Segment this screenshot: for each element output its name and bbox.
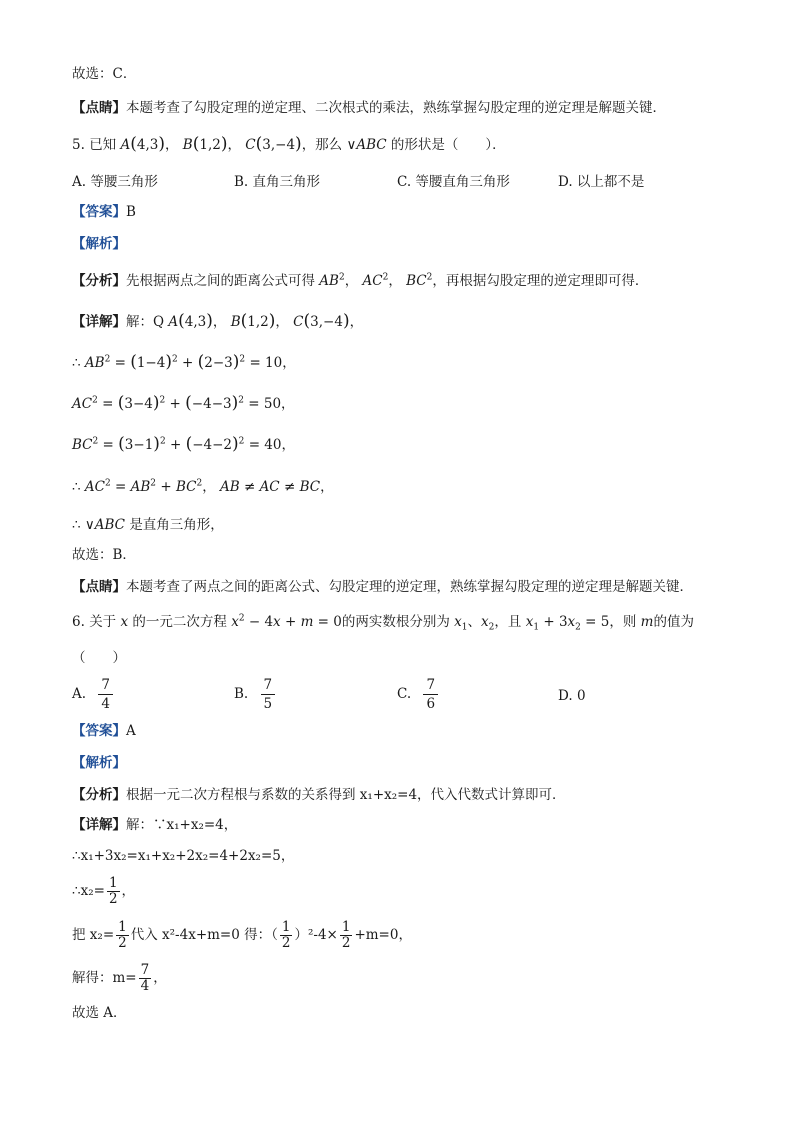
step3-text-a: ∴x₂= [72,883,105,899]
question-6-stem: 6. 关于 x 的一元二次方程 $x^2 - 4x + m = 0$的两实数根分别为 $x_1$、$x_2$，且 $x_1 + 3x_2 = 5$，则 m的值为 [72,613,694,633]
question-lead: 已知 [89,137,117,153]
step5-text-a: 解得：m= [72,970,137,986]
step4-text-a: 把 x₂= [72,927,115,943]
fenxi-text: 根据一元二次方程根与系数的关系得到 x₁+x₂=4，代入代数式计算即可． [126,787,566,803]
q5-xiangjie-line: 【详解】解：Q A(4,3)， B(1,2)， C(3,−4)， [72,311,364,331]
answer-tag: 【答案】 [72,723,126,739]
option-label: C. [397,686,412,702]
xiangjie-tag: 【详解】 [72,314,126,330]
question-number: 5. [72,137,85,153]
q6-step-5 [72,963,754,994]
q5-answer-line [72,202,754,222]
answer-value: A [126,723,136,739]
answer-tag: 【答案】 [72,204,126,220]
half-fraction: $\frac{1}{2}$ [341,919,351,951]
q5-eq-bc: $BC^2 = (3-1)^2 + (-4-2)^2 = 40$， [72,434,295,454]
q5-pick: 故选：B． [72,547,136,563]
dianjing-tag: 【点睛】 [72,100,126,116]
step3-text-b: ， [121,883,136,899]
option-label: D. [558,688,573,704]
xiangjie-text: 解：∵x₁+x₂=4， [126,817,238,833]
conclusion-text: 是直角三角形， [129,517,224,533]
question-5-stem: 5. 已知 A(4,3)， B(1,2)， C(3,−4)，那么 ∨ABC 的形状是（ ）． [72,134,506,154]
q6-text-f: 的值为 [653,614,694,630]
eq-bc-value: = 40， [248,437,295,453]
q5-option-b: B. 直角三角形 [234,174,321,190]
xiangjie-lead: 解：Q [126,314,165,330]
question-number: 6. [72,614,85,630]
step4-text-b: 代入 x²-4x+m=0 得：（ [130,927,278,943]
eq-ab-value: = 10， [249,355,296,371]
q5-dianjing-line [72,577,754,597]
question-tail2: 的形状是（ ）． [390,137,506,153]
m-fraction: $\frac{7}{4}$ [140,962,150,994]
question-tail: ，那么 [301,137,343,153]
eq-ac-value: = 50， [248,396,295,412]
q5-fenxi-line: 【分析】先根据两点之间的距离公式可得 $AB^2$， $AC^2$， $BC^2$，再根据勾股定理的逆定理即可得． [72,272,649,289]
q5-analysis-tag-line [72,234,754,254]
dianjing-text: 本题考查了勾股定理的逆定理、二次根式的乘法，熟练掌握勾股定理的逆定理是解题关键． [126,100,666,116]
q6-text-c: 的两实数根分别为 [341,614,450,630]
fenxi-text-b: ，再根据勾股定理的逆定理即可得． [432,273,649,289]
q6-step-2: ∴x₁+3x₂=x₁+x₂+2x₂=4+2x₂=5， [72,848,295,864]
fenxi-text-a: 先根据两点之间的距离公式可得 [126,273,315,289]
q6-option-c [397,676,438,713]
q5-eq-ac: $AC^2 = (3-4)^2 + (-4-3)^2 = 50$， [72,393,295,413]
q6-text-d: ，且 [494,614,522,630]
fenxi-tag: 【分析】 [72,273,126,289]
q6-text-e: ，则 [609,614,637,630]
option-label: A. [72,686,87,702]
analysis-tag: 【解析】 [72,755,126,771]
q6-pick: 故选 A． [72,1005,127,1021]
step5-text-b: ， [153,970,167,986]
option-label: B. [234,686,249,702]
q5-option-c: C. 等腰直角三角形 [397,174,510,190]
option-value: 0 [576,688,586,704]
answer-value: B [126,204,136,220]
option-fraction: $\frac{7}{5}$ [261,676,276,713]
q6-answer-line [72,721,754,741]
prev-answer-line: 故选：C． [72,66,137,82]
xiangjie-tag: 【详解】 [72,817,126,833]
q6-text-a: 关于 [89,614,117,630]
q5-option-d: D. 以上都不是 [558,174,645,190]
q5-eq-ab: ∴ $AB^2 = (1-4)^2 + (2-3)^2 = 10$， [72,352,296,372]
q6-xiangjie-line [72,815,754,835]
q6-text-b: 的一元二次方程 [132,614,227,630]
q5-option-a: A. 等腰三角形 [72,174,158,190]
q6-step-3 [72,876,754,907]
option-fraction: $\frac{7}{4}$ [98,676,113,713]
q6-paren: （ ） [72,650,126,666]
step4-text-d: +m=0， [354,927,412,943]
q5-conclusion: ∴ ∨ABC 是直角三角形， [72,517,224,533]
q6-option-d [558,686,586,706]
fenxi-tag: 【分析】 [72,787,126,803]
prev-dianjing-line [72,98,754,118]
q6-step-4 [72,920,754,951]
analysis-tag: 【解析】 [72,236,126,252]
step4-text-c: ）²-4× [294,927,338,943]
q6-option-b [234,676,275,713]
option-fraction: $\frac{7}{6}$ [423,676,438,713]
q6-analysis-tag-line [72,753,754,773]
dianjing-text: 本题考查了两点之间的距离公式、勾股定理的逆定理，熟练掌握勾股定理的逆定理是解题关键． [126,579,693,595]
q6-fenxi-line [72,785,754,805]
q6-option-a [72,676,113,713]
dianjing-tag: 【点睛】 [72,579,126,595]
half-fraction: $\frac{1}{2}$ [108,875,118,907]
half-fraction: $\frac{1}{2}$ [281,919,291,951]
half-fraction: $\frac{1}{2}$ [118,919,127,951]
q5-eq-sum: ∴ $AC^2 = AB^2 + BC^2$， AB ≠ AC ≠ BC， [72,478,334,495]
